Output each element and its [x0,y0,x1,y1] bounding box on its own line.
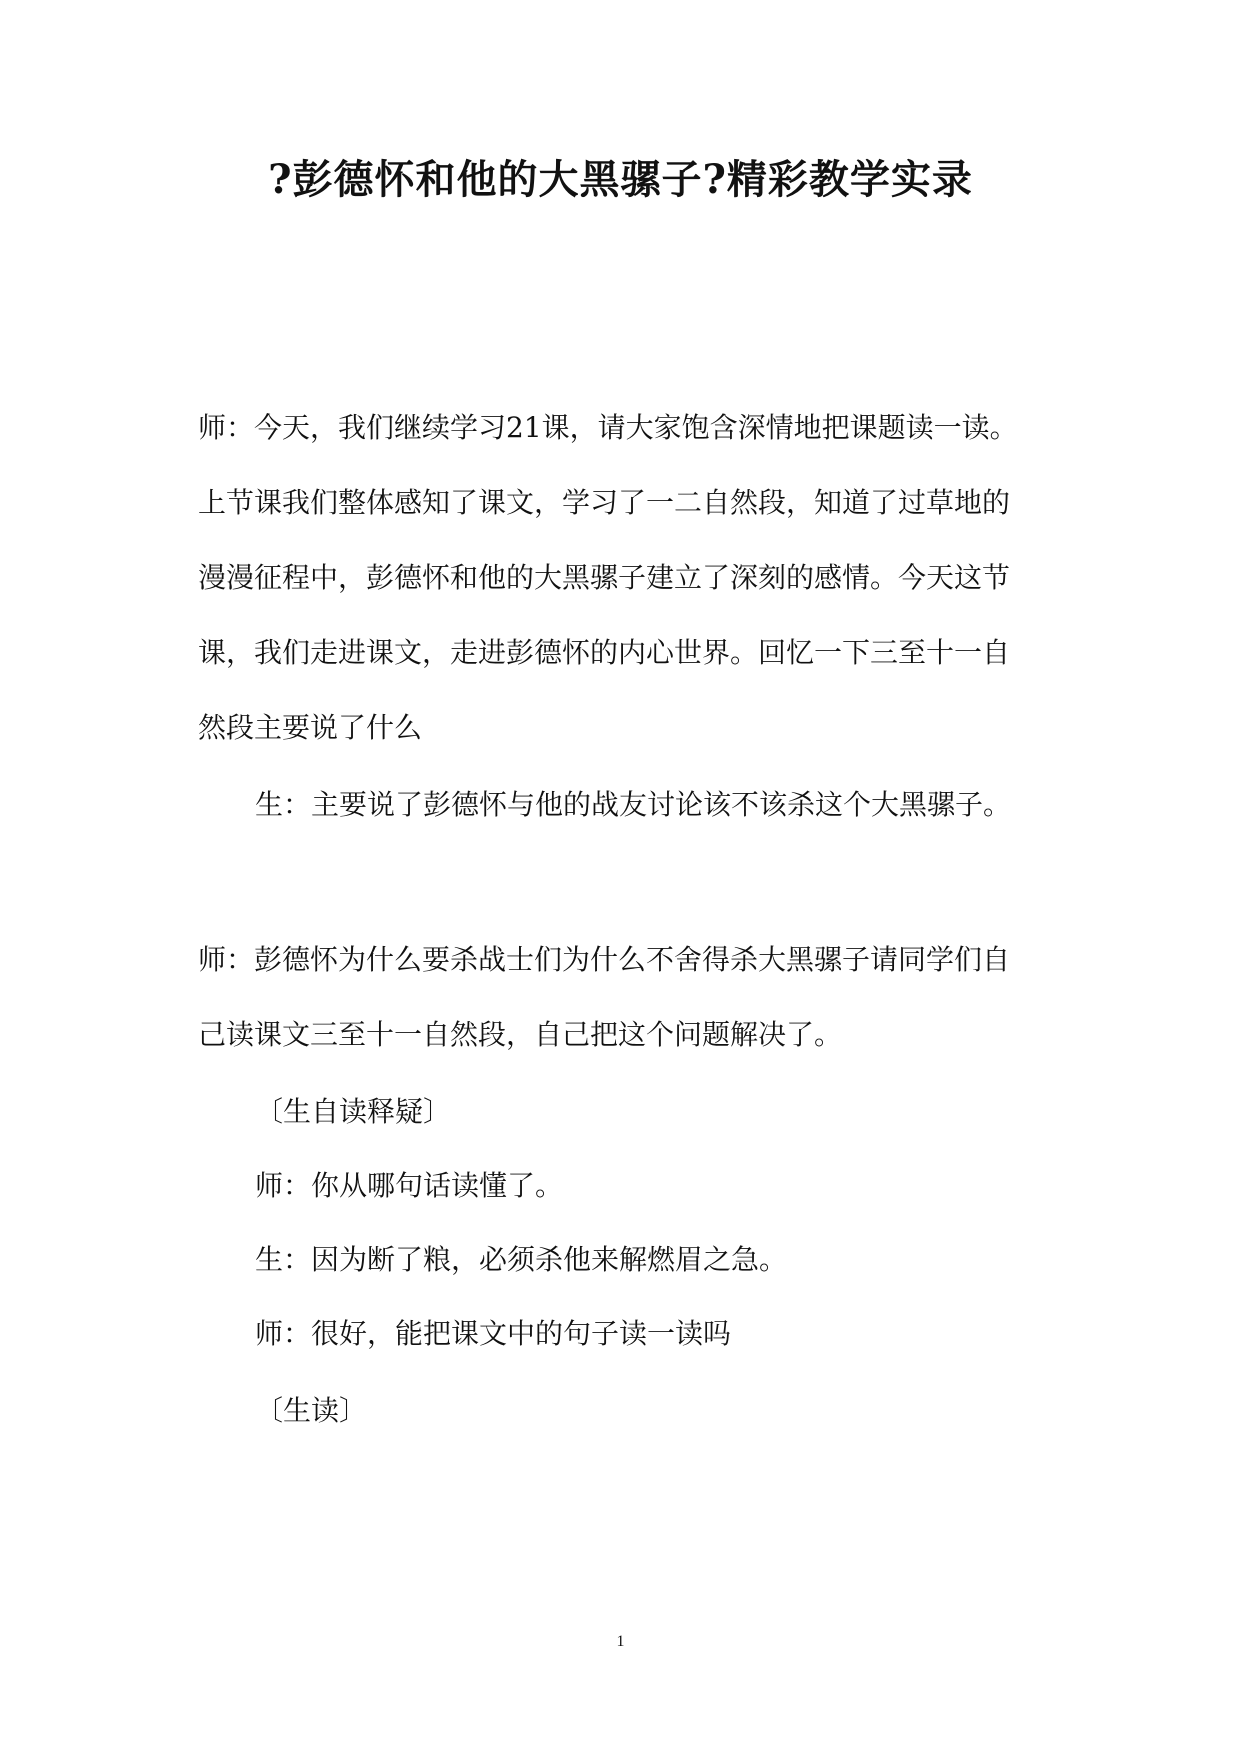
paragraph-line-5: 然段主要说了什么 [198,711,423,744]
student-answer-line-2: 生：因为断了粮，必须杀他来解燃眉之急。 [255,1243,788,1276]
teacher-question-line-1: 师：彭德怀为什么要杀战士们为什么不舍得杀大黑骡子请同学们自 [198,943,1011,976]
teacher-line-3: 师：很好，能把课文中的句子读一读吗 [255,1317,732,1350]
stage-note-2: 〔生读〕 [255,1394,368,1427]
teacher-question-line-2: 己读课文三至十一自然段，自己把这个问题解决了。 [198,1018,843,1051]
paragraph-line-2: 上节课我们整体感知了课文，学习了一二自然段，知道了过草地的 [198,486,1011,519]
teacher-line-2: 师：你从哪句话读懂了。 [255,1169,564,1202]
stage-note-1: 〔生自读释疑〕 [255,1095,452,1128]
paragraph-line-1: 师：今天，我们继续学习21课，请大家饱含深情地把课题读一读。 [198,411,1018,444]
paragraph-line-4: 课，我们走进课文，走进彭德怀的内心世界。回忆一下三至十一自 [198,636,1011,669]
student-answer-line-1: 生：主要说了彭德怀与他的战友讨论该不该杀这个大黑骡子。 [255,788,1012,821]
page-title: ?彭德怀和他的大黑骡子?精彩教学实录 [268,156,973,203]
paragraph-line-3: 漫漫征程中，彭德怀和他的大黑骡子建立了深刻的感情。今天这节 [198,561,1011,594]
page-number: 1 [616,1633,625,1650]
